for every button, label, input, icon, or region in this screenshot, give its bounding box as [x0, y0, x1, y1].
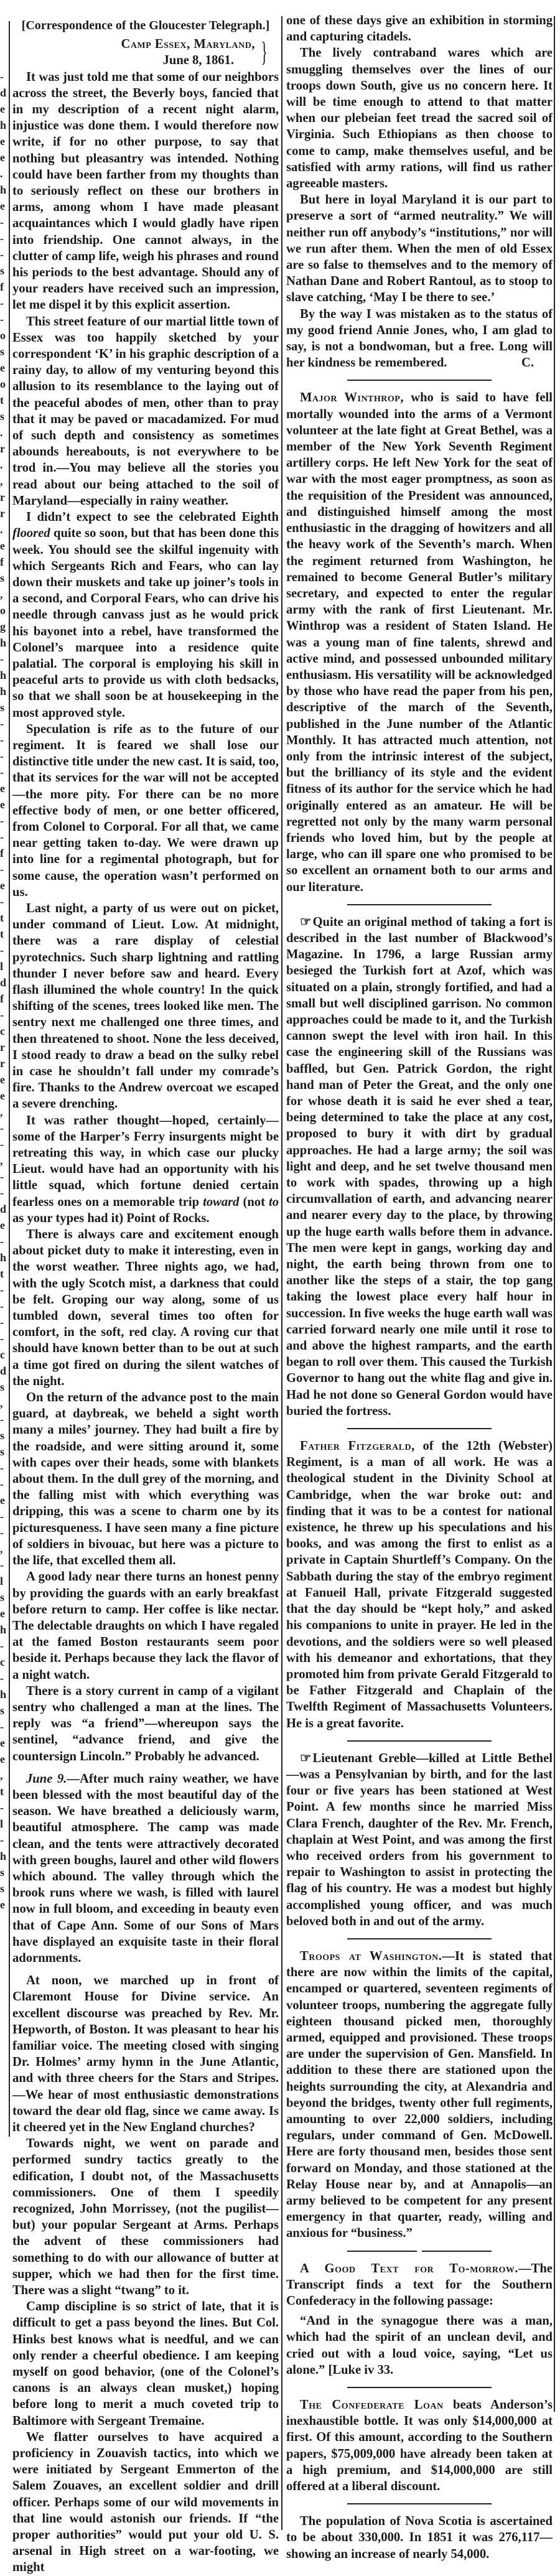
- bleed-char: d: [0, 1203, 7, 1215]
- bleed-char: f: [0, 281, 4, 293]
- bleed-char: -: [0, 216, 4, 228]
- bleed-char: -: [0, 1122, 4, 1134]
- bleed-char: -: [0, 1170, 4, 1183]
- bleed-char: o: [0, 604, 6, 617]
- letter-paragraph: There is always care and excitement enough about picket duty to make it interesting, even in the worst weather. Three nights ago, we had, with the ugly Scotch mist, a darkness that could be felt. Groping our way along, some of us tumbled down, several times too often for comfort, in the soft, red clay. A roving cur that should have known better than to be out at such a time got fired on during the silent watches of the night.: [12, 1228, 279, 1388]
- bleed-char: -: [0, 1009, 4, 1021]
- bleed-char: ,: [0, 1542, 3, 1555]
- bleed-char: -: [0, 831, 4, 843]
- bleed-char: d: [0, 86, 7, 99]
- bleed-char: s: [0, 1866, 5, 1878]
- news-item: Troops at Washington.—It is stated that there are now within the limits of the capital, encamped or quartered, seventeen regiments of volunteer troops, numbering the aggregate fully eighteen thousand picked men, thoroughly armed, equipped and provisioned. These troops are under the supervision of Gen. Mansfield. In addition to these there are stationed upon the heights surrounding the city, at Alexandria and beyond the bridges, twenty other full regiments, amounting to over 22,000 soldiers, including regulars, under command of Gen. McDowell. Here are forty thousand men, besides those sent forward on Monday, and those stationed at the Relay House near by, and at Annapolis—an army believed to be competent for any present emergency in that quarter, ready, willing and anxious for “business.”: [286, 1949, 553, 2241]
- bleed-char: t: [0, 928, 4, 940]
- news-item: ☞Quite an original method of taking a fort is described in the last number of Blackwood’s Magazine. In 1796, a large Russian army besieged the Turkish fort at Azof, which was situated on a plain, strongly fortified, and had a small but well disciplined garrison. No common approaches could be made to it, and the Turkish cannon swept the level with iron hail. In this case the engineering skill of the Russians was baffled, but Gen. Patrick Gordon, the right hand man of Peter the Great, and the only one for whose death it is said he ever shed a tear, being determined to take the place at any cost, proposed to bury it with dirt by gradual approaches. He had a large army; the soil was light and deep, and he set twelve thousand men to work with spades, throwing up a high circumvallation of earth, and advancing nearer and nearer every day to the place, by throwing up the huge earth walls before them in advance. The men were kept in gangs, working day and night, the earth being thrown from one to another like the steps of a stair, the top gang taking the lowest place every half hour in succession. In five weeks the huge earth wall was carried forward nearly one mile until it rose to and above the highest ramparts, and the earth began to roll over them. This caused the Turkish Governor to hang out the white flag and give in. Had he not done so General Gordon would have buried the fortress.: [286, 915, 553, 1418]
- bleed-char: e: [0, 1737, 5, 1749]
- bleed-char: -: [0, 944, 4, 956]
- bleed-char: e: [0, 103, 5, 115]
- bleed-char: -: [0, 297, 4, 309]
- italic-emphasis: June 9.: [26, 1771, 67, 1786]
- bleed-char: e: [0, 135, 5, 147]
- bleed-char: s: [0, 345, 5, 358]
- bleed-char: -: [0, 1413, 4, 1426]
- bleed-char: e: [0, 1753, 5, 1765]
- bleed-char: -: [0, 750, 4, 762]
- letter-paragraph: By the way I was mistaken as to the status of my good friend Annie Jones, who, I am glad to say, is not a bondwoman, but a free. Long will her kindness be remembered. C.: [286, 306, 553, 371]
- letter-body: [12, 69, 279, 2576]
- news-item: Father Fitzgerald, of the 12th (Webster) Regiment, is a man of all work. He was a theological student in the Divinity School at Cambridge, when the war broke out: and finding that it was to be a contest for national existence, he threw up his speculations and his books, and was among the first to enlist as a private in Captain Shurtleff’s Company. On the Sabbath during the stay of the embryo regiment at Fanueil Hall, private Fitzgerald suggested that the day should be “kept holy,” and asked his companions to unite in prayer. He led in the devotions, and the soldiers were so well pleased with his demeanor and exhortations, that they promoted him from private Gerald Fitzgerald to be Father Fitzgerald and Chaplain of the Twelfth Regiment of Massachusetts Volunteers. He is a great favorite.: [286, 1439, 553, 1730]
- letter-paragraph: On the return of the advance post to the main guard, at daybreak, we beheld a sight worth many a miles’ journey. They had built a fire by the roadside, and were sitting around it, some with capes over their heads, some with blankets about them. In the dull grey of the morning, and the falling mist with which everything was dripping, this was a scene to charm one by its picturesqueness. I have seen many a fine picture of soldiers in bivouac, but here was a picture to the life, that excelled them all.: [12, 1391, 279, 1568]
- bleed-char: h: [0, 119, 7, 131]
- bleed-char: -: [0, 232, 4, 245]
- italic-emphasis: floored: [12, 526, 50, 541]
- news-items: [286, 390, 553, 2562]
- section-divider: [347, 1938, 492, 1939]
- bleed-char: e: [0, 200, 5, 212]
- section-divider: [347, 904, 492, 905]
- bleed-char: -: [0, 248, 4, 261]
- bleed-char: l: [0, 960, 4, 973]
- bleed-char: t: [0, 912, 4, 924]
- letter-paragraph: The lively contraband wares which are smuggling themselves over the lines of our troops down South, give us no concern here. It will be time enough to attend to that matter when our plebeian feet tread the sacred soil of Virginia. Such Ethiopians as then choose to come to camp, make themselves useful, and be satisfied with army rations, will find us rather agreeable masters.: [286, 46, 553, 191]
- column-rule-center: [281, 16, 282, 2530]
- bleed-char: c: [0, 1656, 5, 1668]
- bleed-char: h: [0, 685, 7, 698]
- bleed-char: h: [0, 184, 7, 196]
- bleed-char: d: [0, 1365, 7, 1377]
- bleed-char: -: [0, 717, 4, 730]
- bleed-char: -: [0, 1300, 4, 1312]
- letter-paragraph: It was just told me that some of our neighbors across the street, the Beverly boys, fancied that in my description of a recent night alarm, injustice was done them. I would therefore now write, if for no other purpose, to say that nothing but pleasantry was intended. Nothing could have been farther from my thoughts than to seriously reflect on these our brothers in arms, among whom I have made pleasant acquaintances which I would gladly have ripen into friendship. One cannot always, in the clutter of camp life, weigh his phrases and round his periods to the best advantage. Should any of your readers have received such an impression, let me dispel it by this explicit assertion.: [12, 70, 279, 312]
- left-column: [12, 12, 279, 2576]
- column-rule-right: [554, 16, 555, 2412]
- bleed-char: s: [0, 1381, 5, 1393]
- bleed-char: s: [0, 1882, 5, 1895]
- bleed-char: f: [0, 992, 4, 1005]
- bleed-char: l: [0, 1818, 4, 1830]
- bleed-char: -: [0, 70, 4, 83]
- italic-emphasis: to: [268, 1195, 279, 1209]
- bleed-char: l: [0, 1575, 4, 1587]
- bleed-char: -: [0, 1235, 4, 1248]
- bleed-char: s: [0, 1591, 5, 1603]
- bleed-char: -: [0, 653, 4, 665]
- bleed-char: -: [0, 1559, 4, 1571]
- bleed-char: -: [0, 1720, 4, 1733]
- bleed-char: -: [0, 1462, 4, 1474]
- bleed-char: c: [0, 1348, 5, 1361]
- letter-paragraph: Last night, a party of us were out on picket, under command of Lieut. Low. At midnight, there was a rare display of celestial pyrotechnics. Such sharp lightning and rattling thunder I never before saw and heard. Every flash illumined the whole country! In the quick shifting of the scenes, trees looked like men. The sentry next me challenged one three times, and then threatened to shoot. None the less deceived, I stood ready to draw a bead on the sulky rebel in case he shouldn’t fall under my comrade’s fire. Thanks to the Andrew overcoat we escaped a severe drenching.: [12, 901, 279, 1111]
- bleed-char: -: [0, 814, 4, 827]
- bleed-char: -: [0, 1316, 4, 1328]
- bleed-char: s: [0, 1704, 5, 1717]
- bleed-char: r: [0, 507, 5, 520]
- bleed-char: h: [0, 1251, 7, 1264]
- letter-paragraph: A good lady near there turns an honest penny by providing the guards with an early breakfast before return to camp. Her coffee is like nectar. The delectable draughts on which I have regaled at the famed Boston restaurants seem poor beside it. Perhaps because they lack the flavor of a night watch.: [12, 1570, 279, 1682]
- bleed-char: c: [0, 1025, 5, 1037]
- news-item: Major Winthrop, who is said to have fell mortally wounded into the arms of a Vermont volunteer at the late fight at Great Bethel, was a member of the New York Seventh Regiment artillery corps. He left New York for the seat of war with the most eager promptness, as soon as the requisition of the President was announced, and distinguished himself among the most enthusiastic in the dragging of howitzers and all the heavy work of the Seventh’s march. When the regiment returned from Washington, he remained to become General Butler’s military secretary, and expected to enter the regular army with the rank of first Lieutenant. Mr. Winthrop was a resident of Staten Island. He was a young man of fine talents, shrewd and active mind, and possessed unbounded military enthusiasm. His versatility will be acknowledged by those who have read the paper from his pen, descriptive of the march of the Seventh, published in the June number of the Atlantic Monthly. It has attracted much attention, not only from the intrinsic interest of the subject, but the brilliancy of its style and the evident fitness of its author for the service which he had originally entered as an amateur. He will be regretted not only by the many warm personal friends who loved him, but by the people at large, who can ill spare one who promised to be so excellent an ornament both to our arms and our literature.: [286, 391, 553, 894]
- section-divider: [347, 2387, 492, 2388]
- bleed-char: ,: [0, 1397, 3, 1409]
- bleed-char: e: [0, 1090, 5, 1102]
- item-lead: The Confederate Loan: [300, 2398, 444, 2412]
- bleed-char: -: [0, 1640, 4, 1652]
- letter-paragraph: But here in loyal Maryland it is our part to preserve a sort of “armed neutrality.” We will neither run off anybody’s “institutions,” nor will we run after them. When the men of old Essex are so false to themselves and to the memory of Nathan Dane and Robert Rantoul, as to stoop to slave catching, ‘May I be there to see.’: [286, 193, 553, 305]
- section-divider: [345, 2251, 494, 2252]
- italic-emphasis: toward: [203, 1195, 240, 1209]
- bleed-char: -: [0, 1801, 4, 1814]
- bleed-char: g: [0, 620, 6, 633]
- bleed-char: e: [0, 782, 5, 795]
- bleed-char: -: [0, 1834, 4, 1846]
- brace-icon: }: [261, 37, 268, 68]
- bleed-char: ,: [0, 1769, 3, 1781]
- adjacent-column-fragment: [0, 68, 7, 2495]
- letter-paragraph: There is a story current in camp of a vigilant sentry who challenged a man at the lines. The reply was “a friend”—whereupon says the sentinel, “advance friend, and give the countersign Lincoln.” Probably he advanced.: [12, 1684, 279, 1763]
- letter-paragraph: Camp discipline is so strict of late, that it is difficult to get a pass beyond the lines. But Col. Hinks best knows what is needful, and we can only render a cheerful obedience. I am keeping myself on good behavior, (one of the Colonel’s canons is an always clean musket,) hoping before long to merit a much coveted trip to Baltimore with Sergeant Tremaine.: [12, 2300, 279, 2428]
- bleed-char: -: [0, 1526, 4, 1539]
- news-item: The Confederate Loan beats Anderson’s inexhaustible bottle. It was only $14,000,000 at first. Of this amount, according to the Southern papers, $75,009,000 have already been taken at a high premium, and $14,000,000 are still offered at a liberal discount.: [286, 2398, 553, 2494]
- bleed-char: s: [0, 410, 5, 422]
- bleed-char: o: [0, 378, 6, 390]
- section-divider: [347, 380, 492, 381]
- letter-paragraph: I didn’t expect to see the celebrated Eighth floored quite so soon, but that has been done this week. You should see the skilful ingenuity with which Sergeants Rich and Fears, who can lay down their muskets and take up joiner’s tools in a second, and Corporal Fears, who can drive his needle through canvass just as he would prick his bayonet into a rebel, have transformed the Colonel’s marquee into a residence quite palatial. The corporal is employing his skill in peaceful arts to provide us with cloth bedsacks, so that we shall soon be at housekeeping in the most approved style.: [12, 510, 279, 720]
- bleed-char: .: [0, 426, 3, 439]
- bleed-char: -: [0, 895, 4, 908]
- letter-paragraph: We flatter ourselves to have acquired a proficiency in Zouavish tactics, into which we were initiated by Sergeant Emmerton of the Salem Zouaves, an excellent soldier and drill officer. Perhaps some of our wild movements in that line would astonish our friends. If “the proper authorities” would put your old U. S. arsenal in High street on a war-footing, we might: [12, 2430, 279, 2575]
- bleed-char: r: [0, 1057, 5, 1070]
- bleed-char: h: [0, 1850, 7, 1862]
- bleed-char: -: [0, 1332, 4, 1345]
- letter-continuation: [286, 12, 553, 381]
- bleed-char: d: [0, 976, 7, 989]
- bleed-char: t: [0, 394, 4, 406]
- item-lead: A Good Text for To-morrow.: [300, 2261, 519, 2275]
- news-item: A Good Text for To-morrow.—The Transcript finds a text for the Southern Confederacy in the following passage:: [286, 2261, 553, 2308]
- letter-paragraph: Speculation is rife as to the future of our regiment. It is feared we shall lose our distinctive title under the new cast. It is said, too, that its services for the war will not be accepted—the more pity. For there can be no more effective body of men, or one better officered, from Colonel to Corporal. For all that, we came near getting taken to-day. We were drawn up into line for a regimental photograph, but for some cause, the operation wasn’t performed on us.: [12, 722, 279, 899]
- section-divider: [347, 2503, 492, 2504]
- pointing-hand-icon: ☞: [300, 915, 312, 929]
- bleed-char: -: [0, 1672, 4, 1684]
- bleed-char: e: [0, 151, 5, 164]
- bleed-char: s: [0, 701, 5, 714]
- bleed-char: h: [0, 669, 7, 681]
- letter-paragraph: one of these days give an exhibition in storming and capturing citadels.: [286, 14, 553, 44]
- dateline-date: June 8, 1861.: [162, 54, 234, 68]
- bleed-char: -: [0, 1510, 4, 1523]
- bleed-char: ,: [0, 1154, 3, 1167]
- bleed-char: h: [0, 1623, 7, 1636]
- item-lead: Troops at Washington.: [300, 1949, 442, 1963]
- bleed-char: f: [0, 847, 4, 859]
- bleed-char: t: [0, 1785, 4, 1798]
- bleed-char: e: [0, 1494, 5, 1506]
- letter-paragraph: At noon, we marched up in front of Claremont House for Divine service. An excellent discourse was preached by Rev. Mr. Hepworth, of Boston. It was pleasant to hear his familiar voice. The meeting closed with singing Dr. Holmes’ army hymn in the June Atlantic, and with three cheers for the Stars and Stripes.—We hear of most enthusiastic demonstrations toward the dear old flag, since we came away. Is it cheered yet in the New England churches?: [12, 1974, 279, 2134]
- signature: C.: [521, 356, 534, 370]
- bleed-char: e: [0, 1607, 5, 1620]
- bleed-char: -: [0, 1478, 4, 1490]
- bleed-char: t: [0, 1267, 4, 1280]
- bleed-char: f: [0, 556, 4, 568]
- bleed-char: ,: [0, 1106, 3, 1118]
- bleed-char: r: [0, 491, 5, 503]
- bleed-char: .: [0, 523, 3, 536]
- bleed-char: -: [0, 313, 4, 325]
- bleed-char: -: [0, 1138, 4, 1150]
- bleed-char: s: [0, 264, 5, 277]
- letter-paragraph: It was rather thought—hoped, certainly—some of the Harper’s Ferry insurgents might be retreating this way, in which case our plucky Lieut. would have had an opportunity with his little squad, which fortune denied certain fearless ones on a memorable trip toward (not to as your types had it) Point of Rocks.: [12, 1113, 279, 1225]
- column-rule-left: [9, 21, 10, 2137]
- bleed-char: r: [0, 1041, 5, 1053]
- bleed-char: -: [0, 1284, 4, 1296]
- bleed-char: -: [0, 1187, 4, 1199]
- bleed-char: e: [0, 539, 5, 552]
- scripture-quote: “And in the synagogue there was a man, which had the spirit of an unclean devil, and cried out with a loud voice, saying, “Let us alone.” [Luke iv 33.: [286, 2314, 553, 2377]
- news-item: ☞Lieutenant Greble—killed at Little Bethel—was a Pensylvanian by birth, and for the last four or five years has been stationed at West Point. A few months since he married Miss Clara French, daughter of the Rev. Mr. French, chaplain at West Point, and was among the first who received orders from his government to repair to Washington to assist in protecting the flag of his country. He was a modest but highly accomplished young officer, and was much beloved both in and out of the army.: [286, 1751, 553, 1928]
- bleed-char: -: [0, 863, 4, 875]
- bleed-char: e: [0, 1219, 5, 1231]
- bleed-char: e: [0, 1898, 5, 1911]
- bleed-char: o: [0, 329, 6, 342]
- bleed-char: ,: [0, 475, 3, 487]
- letter-paragraph: This street feature of our martial little town of Essex was too happily sketched by your correspondent ‘K’ in his graphic description of a rainy day, to allow of my venturing beyond this allusion to its resemblance to the laying out of the peaceful abodes of men, other than to pray that it may be paved or macadamized. For mud of such depth and consistency as sometimes abounds hereabouts, is not everywhere to be trod in.—You may believe all the stories you read about our being attached to the soil of Maryland—especially in rainy weather.: [12, 314, 279, 508]
- dateline-place: Camp Essex, Maryland, }: [121, 37, 268, 68]
- bleed-char: r: [0, 442, 5, 455]
- bleed-char: e: [0, 879, 5, 892]
- bleed-char: s: [0, 572, 5, 584]
- section-divider: [347, 1740, 492, 1742]
- section-divider: [347, 1428, 492, 1429]
- bleed-char: ,: [0, 588, 3, 600]
- pointing-hand-icon: ☞: [300, 1751, 312, 1765]
- item-lead: Major Winthrop,: [300, 391, 404, 405]
- source-line: [Correspondence of the Gloucester Telegraph.]: [21, 19, 270, 32]
- bleed-char: e: [0, 798, 5, 811]
- bleed-char: s: [0, 1429, 5, 1442]
- letter-paragraph: Towards night, we went on parade and performed sundry tactics greatly to the edification, I doubt not, of the Massachusetts commissioners. One of them I speedily recognized, John Morrissey, (not the pugilist—but) your popular Sergeant at Arms. Perhaps the advent of these commissioners had something to do with our allowance of butter at supper, which we had then for the first time. There was a slight “twang” to it.: [12, 2137, 279, 2298]
- bleed-char: s: [0, 1445, 5, 1458]
- news-item: The population of Nova Scotia is ascertained to be about 330,000. In 1851 it was 276,117—showing an increase of nearly 54,000.: [286, 2514, 553, 2561]
- bleed-char: h: [0, 1688, 7, 1701]
- item-lead: Father Fitzgerald,: [300, 1439, 415, 1454]
- bleed-char: h: [0, 637, 7, 649]
- bleed-char: .: [0, 459, 3, 471]
- bleed-char: -: [0, 766, 4, 778]
- bleed-char: e: [0, 362, 5, 374]
- bleed-char: e: [0, 1073, 5, 1086]
- letter-paragraph: June 9.—After much rainy weather, we have been blessed with the most beautiful day of the season. We have breathed a deliciously warm, beautiful atmosphere. The camp was made clean, and the tents were attractively decorated with green boughs, laurel and other wild flowers which abound. The valley through which the brook runs where we wash, is filled with laurel now in full bloom, and exceeding in beauty even that of Cape Ann. Some of our Sons of Mars have displayed an exquisite taste in their floral adornments.: [12, 1771, 279, 1965]
- right-column: [286, 12, 553, 2562]
- bleed-char: .: [0, 167, 3, 180]
- bleed-char: -: [0, 734, 4, 746]
